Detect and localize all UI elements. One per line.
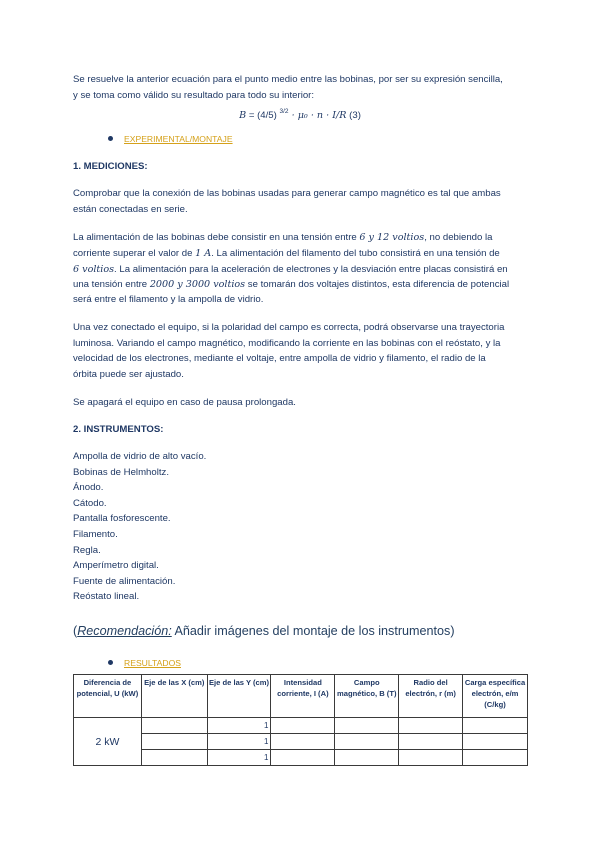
text: corriente superar el valor de: [73, 248, 196, 259]
instrument-item: Ampolla de vidrio de alto vacío.: [73, 451, 207, 462]
header-potential: Diferencia de potencial, U (kW): [74, 675, 142, 718]
text: . La alimentación para la aceleración de electrones y la desviación entre placas consistirá en: [114, 264, 508, 275]
text: se tomarán dos voltajes distintos, esta diferencia de potencial: [245, 279, 510, 290]
table-cell: 1: [207, 718, 271, 734]
table-cell: [463, 750, 528, 766]
table-cell: [141, 750, 207, 766]
s1-p2-line-5: será entre el filamento y la ampolla de vidrio.: [73, 294, 264, 305]
bullet-dot-icon: [108, 136, 113, 141]
header-specific-charge: Carga específica electrón, e/m (C/kg): [463, 675, 528, 718]
s1-p2-line-4: [73, 277, 509, 293]
table-cell: 1: [207, 750, 271, 766]
table-cell: [335, 750, 399, 766]
instrument-item: Regla.: [73, 545, 101, 556]
table-cell: [271, 734, 335, 750]
equation: [0, 108, 600, 121]
recommendation-text: Añadir imágenes del montaje de los instrumentos): [171, 624, 455, 638]
recommendation-note: [73, 624, 455, 638]
s1-p1-line-1: Comprobar que la conexión de las bobinas usadas para generar campo magnético es tal que ambas: [73, 188, 501, 199]
table-cell: [141, 718, 207, 734]
equation-rhs: · μ₀ · n · I/R: [288, 110, 347, 121]
group-label-cell: 2 kW: [74, 718, 142, 766]
instrument-item: Amperímetro digital.: [73, 560, 159, 571]
math-voltage: 6 voltios: [73, 264, 115, 275]
instrument-item: Bobinas de Helmholtz.: [73, 467, 169, 478]
intro-line-1: Se resuelve la anterior ecuación para el punto medio entre las bobinas, por ser su expresión sencilla,: [73, 74, 503, 85]
section-2-title: 2. INSTRUMENTOS:: [73, 424, 164, 435]
text: . La alimentación del filamento del tubo consistirá en una tensión de: [211, 248, 500, 259]
header-radius: Radio del electrón, r (m): [399, 675, 463, 718]
s1-p1-line-2: están conectadas en serie.: [73, 204, 188, 215]
s1-p3-line-4: órbita puede ser ajustado.: [73, 369, 184, 380]
header-current: Intensidad corriente, I (A): [271, 675, 335, 718]
equation-lhs: B: [239, 110, 247, 121]
math-current: 1 A: [195, 248, 212, 259]
table-header-row: [74, 675, 528, 718]
instrument-item: Ánodo.: [73, 482, 104, 493]
table-cell: [399, 718, 463, 734]
s1-p2-line-2: [73, 246, 500, 262]
instrument-item: Cátodo.: [73, 498, 107, 509]
results-table: [73, 674, 528, 766]
table-cell: [399, 734, 463, 750]
equation-exponent: 3/2: [279, 108, 289, 115]
instrument-item: Fuente de alimentación.: [73, 576, 176, 587]
text: La alimentación de las bobinas debe consistir en una tensión entre: [73, 232, 360, 243]
table-row: [74, 718, 528, 734]
intro-line-2: y se toma como válido su resultado para todo su interior:: [73, 90, 315, 101]
text: (: [73, 624, 78, 638]
table-cell: [271, 750, 335, 766]
header-x-axis: Eje de las X (cm): [141, 675, 207, 718]
text: una tensión entre: [73, 279, 150, 290]
bullet-resultados: [108, 658, 181, 668]
bullet-experimental: [108, 134, 233, 144]
table-cell: [271, 718, 335, 734]
table-cell: 1: [207, 734, 271, 750]
equation-number: (3): [346, 110, 361, 121]
table-row: [74, 750, 528, 766]
table-cell: [463, 734, 528, 750]
equation-eq: = (4/5): [246, 110, 280, 121]
header-field: Campo magnético, B (T): [335, 675, 399, 718]
table-cell: [335, 734, 399, 750]
table-cell: [399, 750, 463, 766]
text: , no debiendo la: [424, 232, 493, 243]
s1-p3-line-3: velocidad de los electrones, mediante el voltaje, entre ampolla de vidrio y filamento, el radio de la: [73, 353, 486, 364]
instrument-item: Filamento.: [73, 529, 118, 540]
math-range: 6 y 12 voltios: [359, 232, 425, 243]
section-1-title: 1. MEDICIONES:: [73, 161, 148, 172]
table-cell: [335, 718, 399, 734]
s1-p2-line-1: [73, 230, 492, 246]
s1-p3-line-2: luminosa. Variando el campo magnético, modificando la corriente en las bobinas con el reóstato, y la: [73, 338, 501, 349]
s1-p2-line-3: [73, 262, 508, 278]
bullet-dot-icon: [108, 660, 113, 665]
recommendation-label: Recomendación:: [77, 624, 172, 638]
experimental-link[interactable]: EXPERIMENTAL/MONTAJE: [124, 134, 233, 144]
table-row: [74, 734, 528, 750]
s1-p3-line-1: Una vez conectado el equipo, si la polaridad del campo es correcta, podrá observarse una trayectoria: [73, 322, 505, 333]
resultados-link[interactable]: RESULTADOS: [124, 658, 181, 668]
math-voltage-range: 2000 y 3000 voltios: [149, 279, 246, 290]
table-cell: [463, 718, 528, 734]
header-y-axis: Eje de las Y (cm): [207, 675, 271, 718]
instrument-item: Pantalla fosforescente.: [73, 513, 171, 524]
s1-p4: Se apagará el equipo en caso de pausa prolongada.: [73, 397, 296, 408]
instrument-item: Reóstato lineal.: [73, 591, 140, 602]
table-cell: [141, 734, 207, 750]
